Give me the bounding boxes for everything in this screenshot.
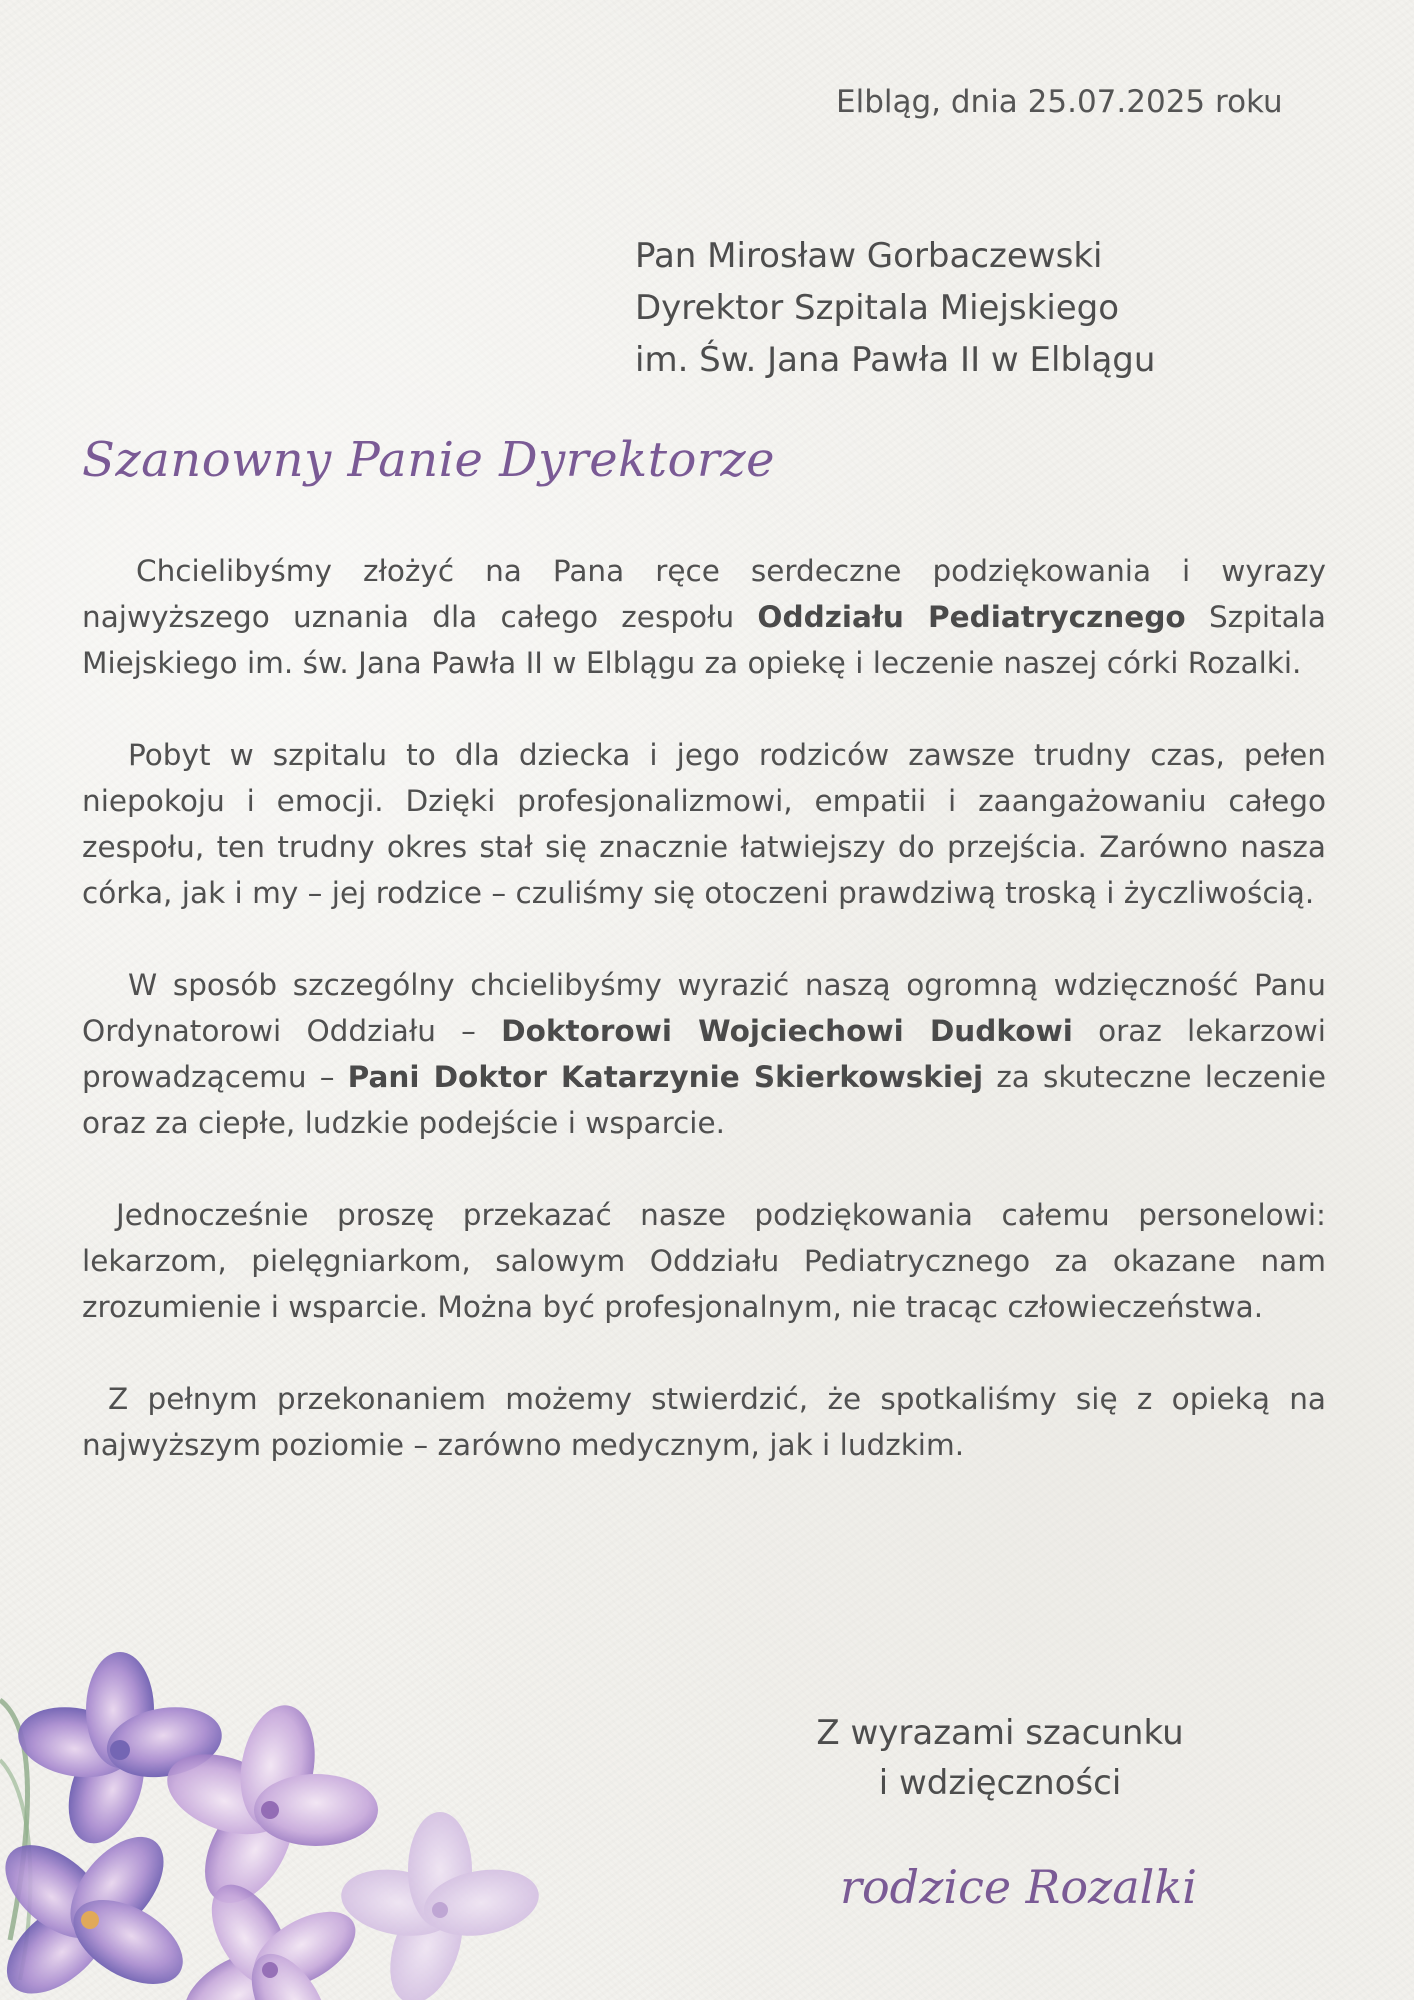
paragraph-2: Pobyt w szpitalu to dla dziecka i jego rodziców zawsze trudny czas, pełen niepokoju i emocji. Dzięki profesjonalizmowi, empatii i zaangażowaniu całego zespołu, ten trudny okres stał się znacznie łatwiejszy do przejścia. Zarówno nasza córka, jak i my – jej rodzice – czuliśmy się otoczeni prawdziwą troską i życzliwością. <box>82 738 1326 910</box>
paragraph-1 <box>82 548 1326 686</box>
paragraph-1-text-a: Chcielibyśmy złożyć na Pana ręce serdeczne podziękowania i wyrazy najwyższego uznania dla całego zespołu <box>82 554 1326 634</box>
closing-line-2: i wdzięczności <box>878 1763 1122 1803</box>
letter-body <box>82 548 1326 1514</box>
paragraph-3 <box>82 962 1326 1146</box>
closing-line-1: Z wyrazami szacunku <box>816 1713 1184 1753</box>
paragraph-5: Z pełnym przekonaniem możemy stwierdzić, że spotkaliśmy się z opieką na najwyższym poziomie – zarówno medycznym, jak i ludzkim. <box>82 1382 1326 1462</box>
paragraph-4: Jednocześnie proszę przekazać nasze podziękowania całemu personelowi: lekarzom, pielęgniarkom, salowym Oddziału Pediatrycznego za okazane nam zrozumienie i wsparcie. Można być profesjonalnym, nie tracąc człowieczeństwa. <box>82 1198 1326 1324</box>
recipient-name: Pan Mirosław Gorbaczewski <box>635 236 1103 276</box>
paragraph-3-text-a: W sposób szczególny chcielibyśmy wyrazić naszą ogromną wdzięczność Panu Ordynatorowi Oddziału – <box>82 968 1326 1048</box>
recipient-title: Dyrektor Szpitala Miejskiego <box>635 288 1120 328</box>
recipient-institution: im. Św. Jana Pawła II w Elblągu <box>635 340 1156 380</box>
paragraph-3-bold-head-doctor: Doktorowi Wojciechowi Dudkowi <box>501 1014 1073 1048</box>
paragraph-3-text-c: za skuteczne leczenie oraz za ciepłe, ludzkie podejście i wsparcie. <box>82 1060 1326 1140</box>
letter-date: Elbląg, dnia 25.07.2025 roku <box>836 84 1283 120</box>
paragraph-1-bold-department: Oddziału Pediatrycznego <box>757 600 1186 634</box>
paragraph-1-text-b: Szpitala Miejskiego im. św. Jana Pawła II w Elblągu za opiekę i leczenie naszej córki Rozalki. <box>82 600 1326 680</box>
recipient-block <box>635 230 1155 386</box>
paragraph-3-text-b: oraz lekarzowi prowadzącemu – <box>82 1014 1326 1094</box>
greeting: Szanowny Panie Dyrektorze <box>82 432 776 488</box>
violet-flowers-illustration <box>0 1640 560 2000</box>
closing-block <box>700 1708 1300 1808</box>
paragraph-3-bold-attending-doctor: Pani Doktor Katarzynie Skierkowskiej <box>347 1060 984 1094</box>
signature: rodzice Rozalki <box>840 1860 1197 1914</box>
